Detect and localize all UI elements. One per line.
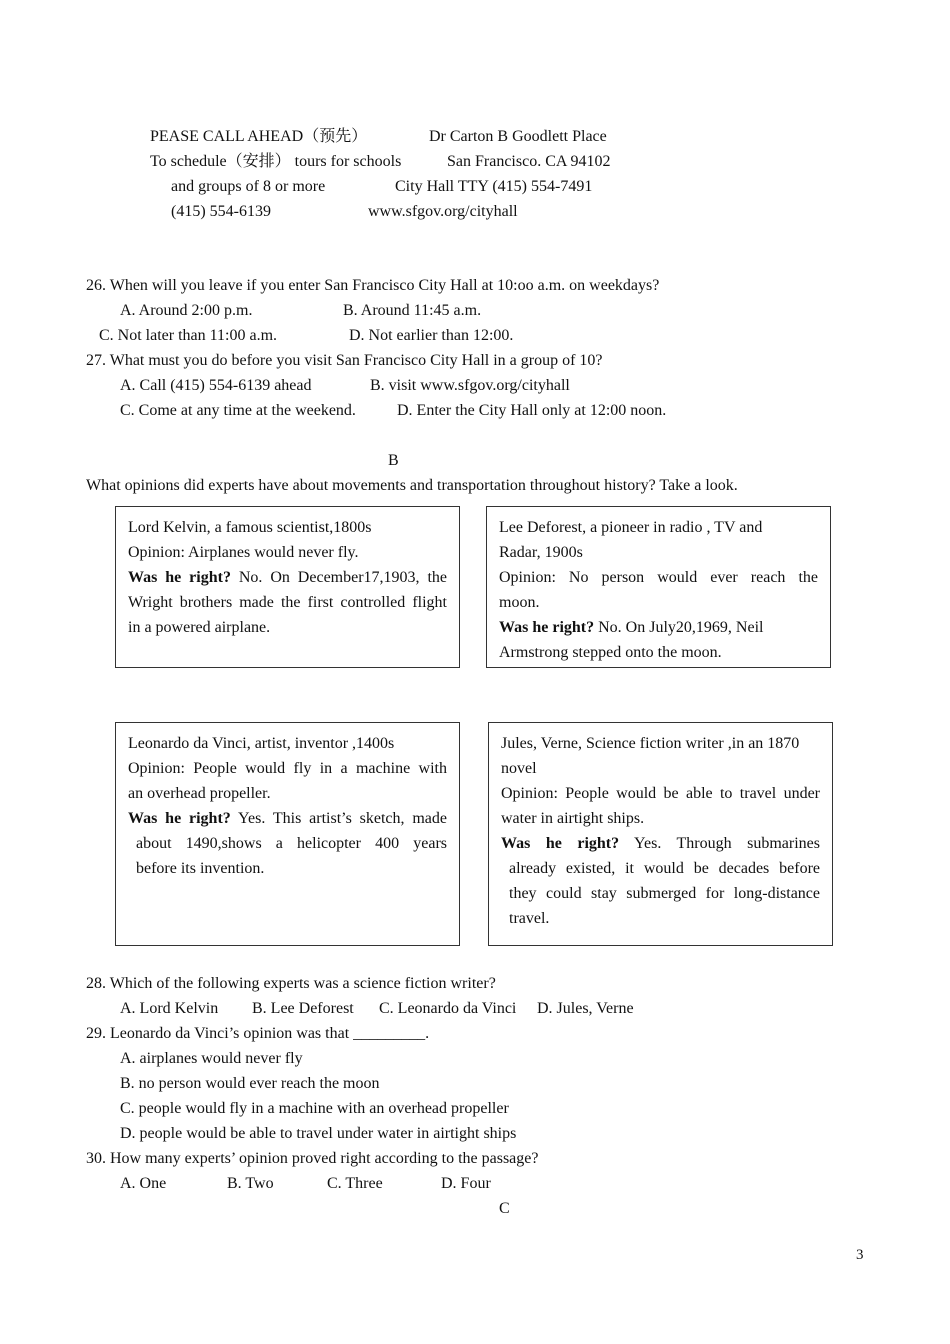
question-29-stem: 29. Leonardo da Vinci’s opinion was that _________. xyxy=(86,1025,430,1042)
question-29-option-b: B. no person would ever reach the moon xyxy=(120,1075,380,1092)
question-26-option-b: B. Around 11:45 a.m. xyxy=(343,302,482,319)
expert-box-deforest xyxy=(486,506,831,668)
page-number: 3 xyxy=(856,1247,864,1263)
davinci-verdict xyxy=(128,806,447,831)
davinci-opinion: Opinion: People would fly in a machine with xyxy=(128,760,447,777)
section-c-heading: C xyxy=(499,1200,510,1217)
verne-verdict xyxy=(501,831,820,856)
section-b-intro: What opinions did experts have about movements and transportation throughout history? Take a look. xyxy=(86,477,738,494)
davinci-verdict-line-2: about 1490,shows a helicopter 400 years xyxy=(136,835,447,852)
question-27-option-b: B. visit www.sfgov.org/cityhall xyxy=(370,377,570,394)
notice-tty: City Hall TTY (415) 554-7491 xyxy=(395,178,593,195)
question-30-option-a: A. One xyxy=(120,1175,167,1192)
question-29-option-d: D. people would be able to travel under water in airtight ships xyxy=(120,1125,517,1142)
question-27-option-d: D. Enter the City Hall only at 12:00 noon. xyxy=(397,402,667,419)
question-27-stem: 27. What must you do before you visit San Francisco City Hall in a group of 10? xyxy=(86,352,603,369)
question-26-option-d: D. Not earlier than 12:00. xyxy=(349,327,514,344)
kelvin-verdict xyxy=(128,565,447,590)
verne-opinion-line-2: water in airtight ships. xyxy=(501,810,645,827)
deforest-verdict-line-2: Armstrong stepped onto the moon. xyxy=(499,644,722,661)
davinci-opinion-line-2: an overhead propeller. xyxy=(128,785,271,802)
expert-box-verne xyxy=(488,722,833,946)
verne-verdict-line-2: already existed, it would be decades before xyxy=(509,860,820,877)
section-b-heading: B xyxy=(388,452,399,469)
question-27-option-c: C. Come at any time at the weekend. xyxy=(120,402,356,419)
davinci-verdict-line-3: before its invention. xyxy=(136,860,265,877)
davinci-identity: Leonardo da Vinci, artist, inventor ,1400s xyxy=(128,735,395,752)
question-30-option-b: B. Two xyxy=(227,1175,274,1192)
deforest-verdict-label: Was he right? xyxy=(499,619,595,636)
davinci-verdict-text: Yes. This artist’s sketch, made xyxy=(230,810,448,827)
kelvin-verdict-label: Was he right? xyxy=(128,569,231,586)
question-30-option-d: D. Four xyxy=(441,1175,491,1192)
verne-verdict-text: Yes. Through submarines xyxy=(619,835,820,852)
question-27-option-a: A. Call (415) 554-6139 ahead xyxy=(120,377,312,394)
expert-box-davinci xyxy=(115,722,460,946)
davinci-verdict-label: Was he right? xyxy=(128,810,231,827)
question-28-option-a: A. Lord Kelvin xyxy=(120,1000,219,1017)
deforest-verdict-text: No. On July20,1969, Neil xyxy=(594,619,764,636)
question-26-option-c: C. Not later than 11:00 a.m. xyxy=(99,327,278,344)
question-30-option-c: C. Three xyxy=(327,1175,383,1192)
verne-verdict-line-3: they could stay submerged for long-distance xyxy=(509,885,820,902)
question-28-stem: 28. Which of the following experts was a science fiction writer? xyxy=(86,975,496,992)
deforest-verdict xyxy=(499,615,818,640)
deforest-opinion: Opinion: No person would ever reach the xyxy=(499,569,818,586)
question-30-stem: 30. How many experts’ opinion proved right according to the passage? xyxy=(86,1150,539,1167)
question-26-stem: 26. When will you leave if you enter San Francisco City Hall at 10:oo a.m. on weekdays? xyxy=(86,277,660,294)
verne-verdict-label: Was he right? xyxy=(501,835,620,852)
notice-phone: (415) 554-6139 xyxy=(171,203,271,220)
kelvin-identity: Lord Kelvin, a famous scientist,1800s xyxy=(128,519,372,536)
expert-box-kelvin xyxy=(115,506,460,668)
question-28-option-c: C. Leonardo da Vinci xyxy=(379,1000,517,1017)
verne-verdict-line-4: travel. xyxy=(509,910,550,927)
question-28-option-d: D. Jules, Verne xyxy=(537,1000,634,1017)
notice-groups: and groups of 8 or more xyxy=(171,178,326,195)
question-29-option-a: A. airplanes would never fly xyxy=(120,1050,303,1067)
kelvin-verdict-text: No. On December17,1903, the xyxy=(230,569,447,586)
verne-opinion: Opinion: People would be able to travel under xyxy=(501,785,820,802)
notice-address-street: Dr Carton B Goodlett Place xyxy=(429,128,607,145)
kelvin-verdict-line-2: Wright brothers made the first controlled flight xyxy=(128,594,447,611)
deforest-identity: Lee Deforest, a pioneer in radio , TV and xyxy=(499,519,763,536)
notice-website: www.sfgov.org/cityhall xyxy=(368,203,518,220)
verne-identity-line-2: novel xyxy=(501,760,537,777)
verne-identity: Jules, Verne, Science fiction writer ,in an 1870 xyxy=(501,735,800,752)
notice-address-city: San Francisco. CA 94102 xyxy=(447,153,611,170)
question-29-option-c: C. people would fly in a machine with an overhead propeller xyxy=(120,1100,509,1117)
question-26-option-a: A. Around 2:00 p.m. xyxy=(120,302,253,319)
deforest-identity-line-2: Radar, 1900s xyxy=(499,544,583,561)
notice-schedule-tours: To schedule（安排） tours for schools xyxy=(150,153,402,170)
notice-call-ahead: PEASE CALL AHEAD（预先） xyxy=(150,128,368,145)
kelvin-opinion: Opinion: Airplanes would never fly. xyxy=(128,544,359,561)
question-28-option-b: B. Lee Deforest xyxy=(252,1000,354,1017)
deforest-opinion-line-2: moon. xyxy=(499,594,540,611)
kelvin-verdict-line-3: in a powered airplane. xyxy=(128,619,271,636)
